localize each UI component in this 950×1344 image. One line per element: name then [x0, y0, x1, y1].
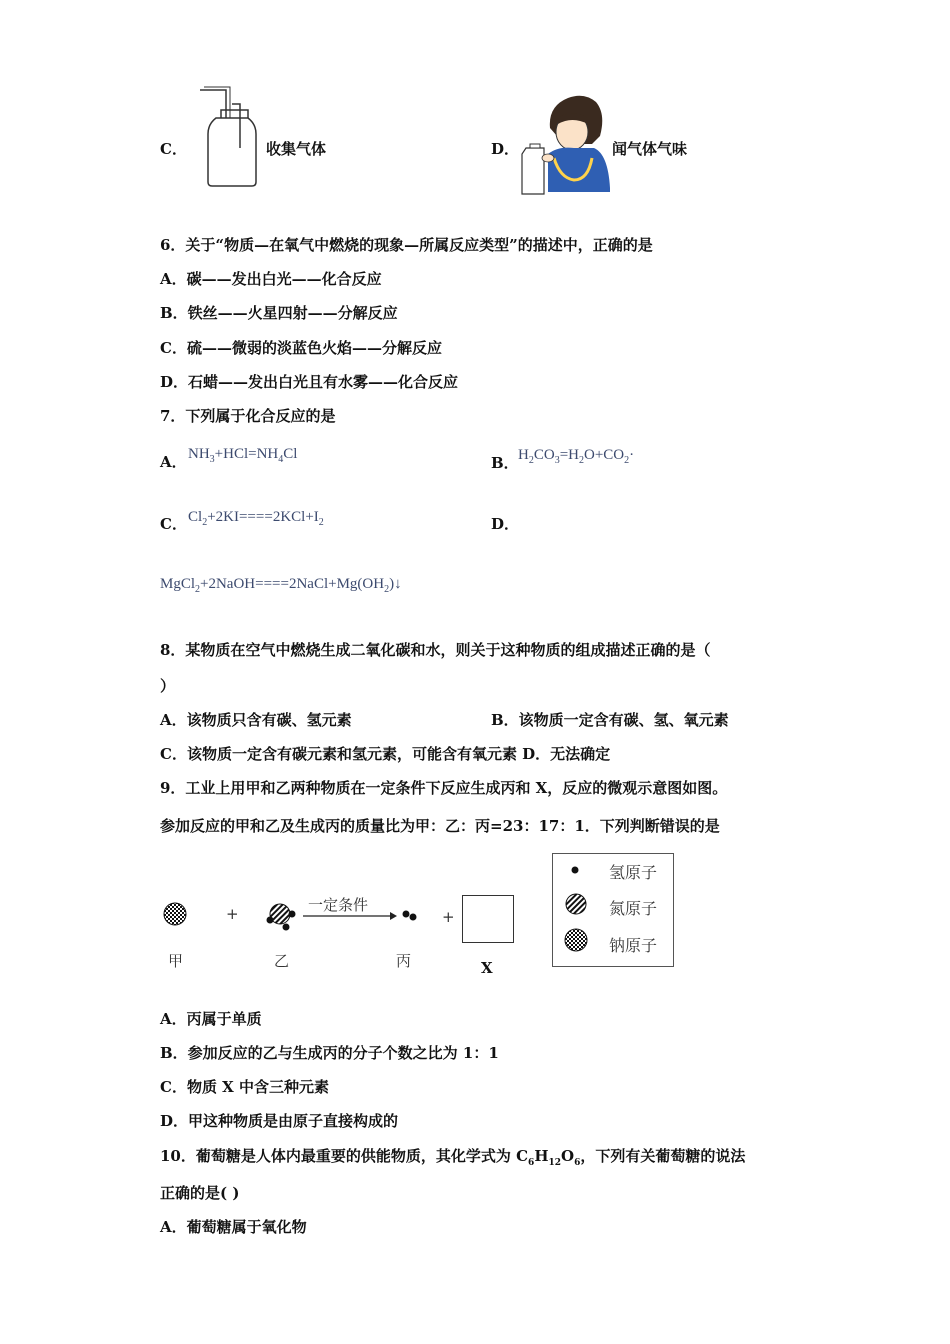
hydrogen-atom-yi-1: [267, 917, 274, 924]
q8-stem-line2: ）: [160, 677, 176, 695]
gas-bottle-icon: [196, 84, 260, 190]
q6-option-a: A．碳——发出白光——化合反应: [160, 270, 382, 288]
reaction-arrow-head: [390, 912, 397, 920]
plus-sign-2: +: [442, 908, 455, 926]
q10-stem-line1: 10．葡萄糖是人体内最重要的供能物质，其化学式为 $C_6H_{12}O_6$，下列有关葡萄糖的说法: [160, 1147, 746, 1168]
q7-option-b-formula: $H_2CO_3=H_2O+CO_2\cdot$: [518, 447, 635, 466]
q5-option-c-label: C．: [160, 140, 187, 158]
hydrogen-atom-bing-2: [410, 914, 417, 921]
sodium-legend-icon: [565, 929, 587, 951]
atom-legend: [552, 853, 674, 967]
q6-option-c: C．硫——微弱的淡蓝色火焰——分解反应: [160, 339, 442, 357]
q9-stem-line1: 9．工业上用甲和乙两种物质在一定条件下反应生成丙和 X，反应的微观示意图如图。: [160, 779, 728, 797]
nitrogen-legend-icon: [566, 894, 586, 914]
q9-stem-line2: 参加反应的甲和乙及生成丙的质量比为甲：乙：丙=23：17：1．下列判断错误的是: [160, 817, 720, 835]
hydrogen-atom-bing-1: [403, 911, 410, 918]
q9-option-d: D．甲这种物质是由原子直接构成的: [160, 1112, 399, 1130]
label-jia: 甲: [168, 952, 184, 970]
plus-sign-1: +: [226, 905, 239, 923]
hydrogen-atom-yi-2: [283, 924, 290, 931]
arrow-condition-label: 一定条件: [308, 896, 369, 914]
hydrogen-legend-icon: [572, 867, 579, 874]
q7-option-d-label: D．: [491, 515, 520, 533]
q7-option-c-label: C．: [160, 515, 187, 533]
q8-stem-line1: 8．某物质在空气中燃烧生成二氧化碳和水，则关于这种物质的组成描述正确的是（: [160, 641, 711, 659]
label-yi: 乙: [274, 952, 290, 970]
sodium-atom-jia: [164, 903, 186, 925]
q6-option-b: B．铁丝——火星四射——分解反应: [160, 304, 398, 322]
q10-option-a: A．葡萄糖属于氧化物: [160, 1218, 307, 1236]
hydrogen-atom-yi-3: [289, 911, 296, 918]
q7-option-d-formula: $MgCl_2+2NaOH====2NaCl+Mg(OH_2)↓$: [160, 576, 402, 595]
q7-option-a-label: A．: [160, 453, 187, 471]
q8-option-b: B．该物质一定含有碳、氢、氧元素: [491, 711, 729, 729]
q7-stem: 7．下列属于化合反应的是: [160, 407, 336, 425]
legend-hydrogen-label: 氢原子: [609, 863, 658, 882]
q8-option-a: A．该物质只含有碳、氢元素: [160, 711, 352, 729]
q10-stem-line2: 正确的是( ): [160, 1184, 240, 1202]
q6-option-d: D．石蜡——发出白光且有水雾——化合反应: [160, 373, 459, 391]
q7-option-a-formula: $NH_3+HCl=NH_4Cl$: [188, 446, 298, 465]
q6-stem: 6．关于“物质—在氧气中燃烧的现象—所属反应类型”的描述中，正确的是: [160, 236, 653, 254]
q9-option-c: C．物质 X 中含三种元素: [160, 1078, 330, 1096]
x-product-box: [462, 895, 514, 943]
legend-sodium-label: 钠原子: [609, 936, 658, 955]
q7-option-c-formula: $Cl_2+2KI====2KCl+I_2$: [188, 509, 324, 528]
q8-option-c: C．该物质一定含有碳元素和氢元素，可能含有氧元素 D．无法确定: [160, 745, 611, 763]
legend-nitrogen-label: 氮原子: [609, 899, 658, 918]
label-bing: 丙: [396, 952, 412, 970]
q5-option-c-text: 收集气体: [266, 140, 327, 158]
q9-option-b: B．参加反应的乙与生成丙的分子个数之比为 1：1: [160, 1044, 499, 1062]
smell-gas-person-icon: [518, 88, 610, 196]
q9-option-a: A．丙属于单质: [160, 1010, 262, 1028]
q5-option-d-label: D．: [491, 140, 520, 158]
label-x: X: [481, 959, 493, 977]
q5-option-d-text: 闻气体气味: [612, 140, 688, 158]
q7-option-b-label: B．: [491, 454, 519, 472]
